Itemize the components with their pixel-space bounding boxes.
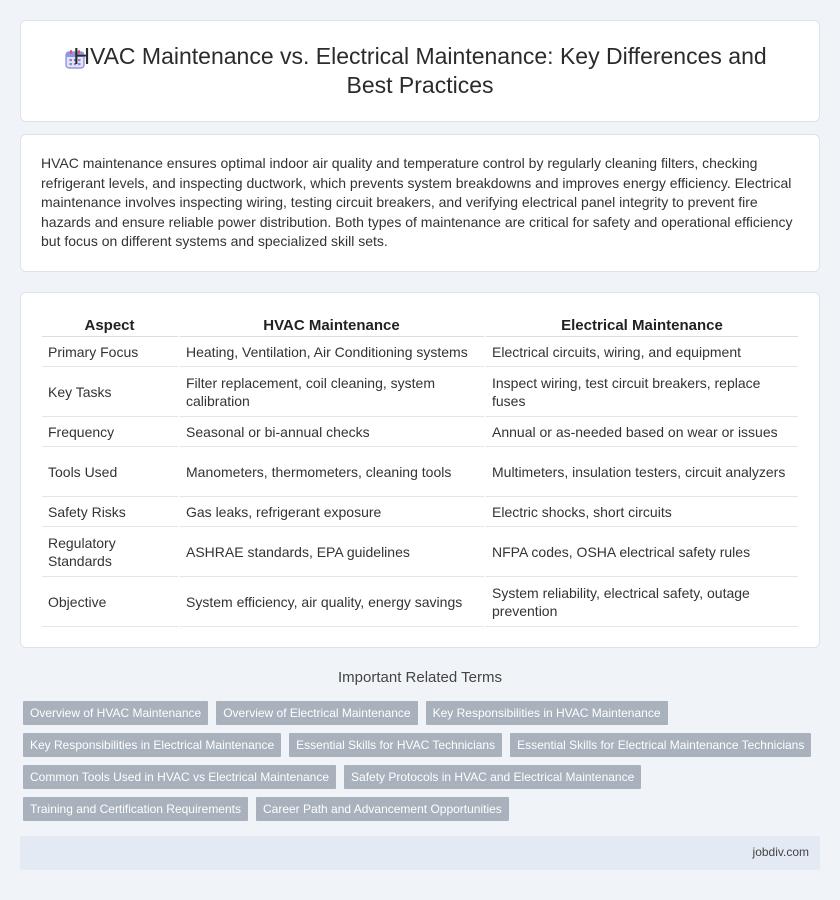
footer xyxy=(20,836,820,870)
comparison-table xyxy=(42,315,798,627)
table-row xyxy=(42,417,798,447)
cell-electrical: Annual or as-needed based on wear or issues xyxy=(486,417,798,447)
tag-link[interactable]: Key Responsibilities in HVAC Maintenance xyxy=(426,701,668,725)
page-title: HVAC Maintenance vs. Electrical Maintenance: Key Differences and Best Practices xyxy=(73,43,767,98)
related-terms-heading: Important Related Terms xyxy=(338,669,502,686)
cell-hvac: Heating, Ventilation, Air Conditioning systems xyxy=(180,337,486,367)
cell-hvac: Filter replacement, coil cleaning, system calibration xyxy=(180,367,486,417)
cell-electrical: Inspect wiring, test circuit breakers, replace fuses xyxy=(486,367,798,417)
comparison-table-card xyxy=(20,292,820,648)
tag-link[interactable]: Safety Protocols in HVAC and Electrical Maintenance xyxy=(344,765,641,789)
cell-aspect: Primary Focus xyxy=(42,337,180,367)
cell-aspect: Tools Used xyxy=(42,447,180,497)
tag-link[interactable]: Key Responsibilities in Electrical Maintenance xyxy=(23,733,281,757)
cell-aspect: Objective xyxy=(42,577,180,627)
cell-hvac: Manometers, thermometers, cleaning tools xyxy=(180,447,486,497)
intro-paragraph: HVAC maintenance ensures optimal indoor air quality and temperature control by regularly cleaning filters, checking refrigerant levels, and inspecting ductwork, which prevents system breakdowns and improves energy efficiency. Electrical maintenance involves inspecting wiring, testing circuit breakers, and verifying electrical panel integrity to prevent fire hazards and ensure reliable power distribution. Both types of maintenance are critical for safety and operational efficiency but focus on different systems and specialized skill sets. xyxy=(41,155,793,250)
cell-electrical: Electric shocks, short circuits xyxy=(486,497,798,527)
cell-electrical: Multimeters, insulation testers, circuit analyzers xyxy=(486,447,798,497)
table-header-row xyxy=(42,315,798,337)
footer-site-link[interactable]: jobdiv.com xyxy=(752,845,809,859)
table-row xyxy=(42,527,798,577)
cell-aspect: Key Tasks xyxy=(42,367,180,417)
cell-hvac: ASHRAE standards, EPA guidelines xyxy=(180,527,486,577)
header-aspect: Aspect xyxy=(42,315,180,337)
header-hvac: HVAC Maintenance xyxy=(180,315,486,337)
tag-row xyxy=(23,765,823,789)
table-row xyxy=(42,337,798,367)
table-row xyxy=(42,497,798,527)
cell-hvac: Gas leaks, refrigerant exposure xyxy=(180,497,486,527)
header-electrical: Electrical Maintenance xyxy=(486,315,798,337)
tag-link[interactable]: Overview of Electrical Maintenance xyxy=(216,701,417,725)
table-row xyxy=(42,367,798,417)
intro-card xyxy=(20,134,820,272)
title-card xyxy=(20,20,820,122)
tag-row xyxy=(23,701,823,725)
tag-row xyxy=(23,797,823,821)
cell-hvac: System efficiency, air quality, energy savings xyxy=(180,577,486,627)
related-terms-list xyxy=(23,701,823,829)
cell-electrical: NFPA codes, OSHA electrical safety rules xyxy=(486,527,798,577)
tag-link[interactable]: Common Tools Used in HVAC vs Electrical Maintenance xyxy=(23,765,336,789)
cell-electrical: System reliability, electrical safety, outage prevention xyxy=(486,577,798,627)
tag-row xyxy=(23,733,823,757)
table-row xyxy=(42,447,798,497)
cell-hvac: Seasonal or bi-annual checks xyxy=(180,417,486,447)
cell-aspect: Safety Risks xyxy=(42,497,180,527)
tag-link[interactable]: Essential Skills for HVAC Technicians xyxy=(289,733,502,757)
table-row xyxy=(42,577,798,627)
cell-aspect: Regulatory Standards xyxy=(42,527,180,577)
tag-link[interactable]: Essential Skills for Electrical Maintenance Technicians xyxy=(510,733,811,757)
tag-link[interactable]: Career Path and Advancement Opportunities xyxy=(256,797,509,821)
cell-electrical: Electrical circuits, wiring, and equipment xyxy=(486,337,798,367)
tag-link[interactable]: Training and Certification Requirements xyxy=(23,797,248,821)
tag-link[interactable]: Overview of HVAC Maintenance xyxy=(23,701,208,725)
cell-aspect: Frequency xyxy=(42,417,180,447)
